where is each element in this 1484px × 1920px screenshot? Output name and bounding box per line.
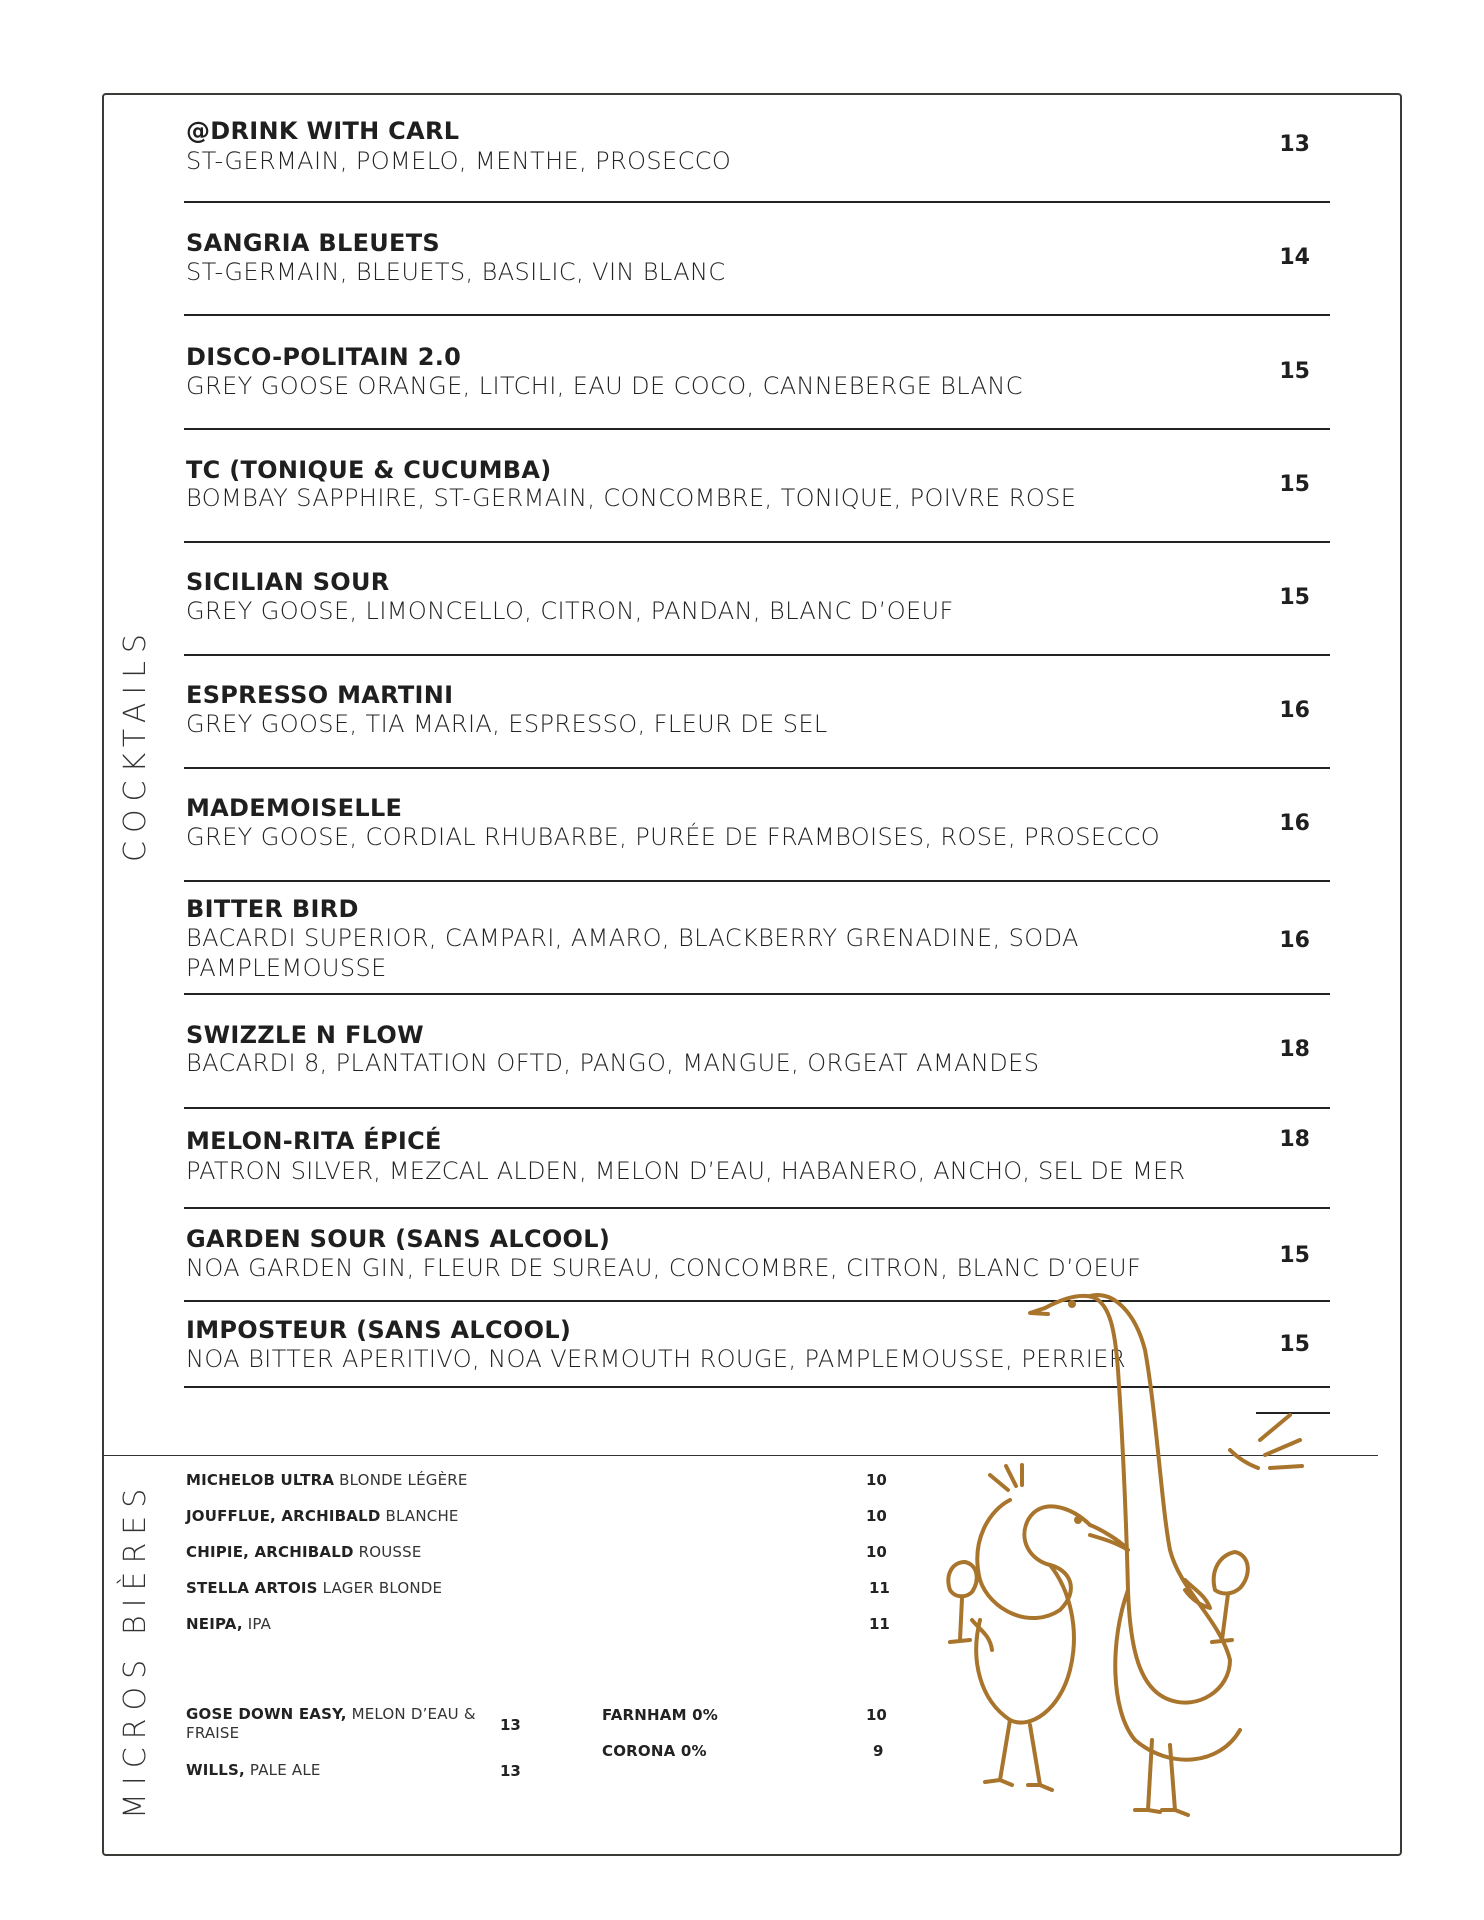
cocktail-price: 16: [1279, 811, 1310, 836]
cocktail-ingredients: BOMBAY SAPPHIRE, ST-GERMAIN, CONCOMBRE, TONIQUE, POIVRE ROSE: [186, 484, 1077, 512]
section-label-cocktails: COCKTAILS: [118, 626, 153, 862]
cocktail-row: [184, 316, 1330, 430]
cocktail-row: [184, 769, 1330, 882]
beer-price: 11: [869, 1615, 890, 1633]
cocktail-name: ESPRESSO MARTINI: [186, 681, 454, 709]
cocktail-ingredients: BACARDI 8, PLANTATION OFTD, PANGO, MANGUE, ORGEAT AMANDES: [186, 1049, 1040, 1077]
beer-name: CHIPIE, ARCHIBALD: [186, 1543, 354, 1561]
beer-name: JOUFFLUE, ARCHIBALD: [186, 1507, 381, 1525]
cocktail-ingredients: NOA GARDEN GIN, FLEUR DE SUREAU, CONCOMBRE, CITRON, BLANC D’OEUF: [186, 1254, 1142, 1282]
cocktail-ingredients: PATRON SILVER, MEZCAL ALDEN, MELON D’EAU, HABANERO, ANCHO, SEL DE MER: [186, 1157, 1186, 1185]
beer-style: IPA: [247, 1615, 272, 1633]
cocktail-name: MELON-RITA ÉPICÉ: [186, 1127, 442, 1155]
beer-price: 10: [866, 1471, 887, 1489]
na-beer-name: CORONA 0%: [602, 1742, 707, 1760]
beer-item: [186, 1579, 442, 1597]
cocktail-name: TC (TONIQUE & CUCUMBA): [186, 456, 552, 484]
cocktail-name: SANGRIA BLEUETS: [186, 229, 441, 257]
cocktail-ingredients: NOA BITTER APERITIVO, NOA VERMOUTH ROUGE, PAMPLEMOUSSE, PERRIER: [186, 1345, 1126, 1373]
beer-style: ROUSSE: [358, 1543, 422, 1561]
beer-price: 10: [866, 1543, 887, 1561]
beer-style: LAGER BLONDE: [322, 1579, 443, 1597]
na-beer-name: FARNHAM 0%: [602, 1706, 719, 1724]
cocktail-row: [184, 115, 1330, 203]
micro-style-line2: FRAISE: [186, 1724, 240, 1742]
cocktail-ingredients: GREY GOOSE, CORDIAL RHUBARBE, PURÉE DE FRAMBOISES, ROSE, PROSECCO: [186, 823, 1161, 851]
micro-name: GOSE DOWN EASY,: [186, 1705, 347, 1723]
cocktail-row: [184, 882, 1330, 995]
cocktail-price: 15: [1279, 1243, 1310, 1268]
section-label-micros: MICROS: [118, 1651, 153, 1819]
cocktail-price: 15: [1279, 1332, 1310, 1357]
cocktail-price: 15: [1279, 472, 1310, 497]
cocktail-name: @DRINK WITH CARL: [186, 117, 460, 145]
cocktail-ingredients: BACARDI SUPERIOR, CAMPARI, AMARO, BLACKBERRY GRENADINE, SODA PAMPLEMOUSSE: [186, 924, 1079, 982]
micro-style: PALE ALE: [249, 1761, 321, 1779]
cocktail-row: [184, 995, 1330, 1109]
geese-with-wine-glasses-icon: [930, 1290, 1360, 1835]
cocktail-row: [184, 543, 1330, 656]
micro-name: WILLS,: [186, 1761, 245, 1779]
beer-price: 10: [866, 1507, 887, 1525]
cocktail-ingredients: GREY GOOSE ORANGE, LITCHI, EAU DE COCO, CANNEBERGE BLANC: [186, 372, 1023, 400]
cocktail-row: [184, 1209, 1330, 1302]
cocktail-name: BITTER BIRD: [186, 895, 359, 923]
micro-style: MELON D’EAU &: [351, 1705, 476, 1723]
cocktail-ingredients: GREY GOOSE, LIMONCELLO, CITRON, PANDAN, BLANC D’OEUF: [186, 597, 954, 625]
cocktail-price: 18: [1279, 1127, 1310, 1152]
beer-style: BLONDE LÉGÈRE: [339, 1471, 468, 1489]
cocktail-price: 15: [1279, 359, 1310, 384]
micro-price: 13: [500, 1716, 521, 1734]
na-beer-price: 10: [866, 1706, 887, 1724]
cocktail-name: IMPOSTEUR (SANS ALCOOL): [186, 1316, 572, 1344]
cocktail-name: MADEMOISELLE: [186, 794, 403, 822]
cocktail-name: GARDEN SOUR (SANS ALCOOL): [186, 1225, 611, 1253]
beer-name: NEIPA,: [186, 1615, 243, 1633]
beer-item: [186, 1543, 422, 1561]
cocktail-price: 18: [1279, 1037, 1310, 1062]
micro-item: [186, 1761, 321, 1779]
cocktail-ingredients: GREY GOOSE, TIA MARIA, ESPRESSO, FLEUR DE SEL: [186, 710, 828, 738]
beer-style: BLANCHE: [385, 1507, 459, 1525]
cocktail-ingredients: ST-GERMAIN, POMELO, MENTHE, PROSECCO: [186, 147, 732, 175]
cocktail-name: DISCO-POLITAIN 2.0: [186, 343, 462, 371]
beer-item: [186, 1507, 459, 1525]
beer-price: 11: [869, 1579, 890, 1597]
cocktail-name: SICILIAN SOUR: [186, 568, 390, 596]
beer-name: STELLA ARTOIS: [186, 1579, 318, 1597]
cocktail-name: SWIZZLE N FLOW: [186, 1021, 424, 1049]
beer-item: [186, 1471, 468, 1489]
na-beer-item: [602, 1706, 718, 1724]
cocktail-row: [184, 203, 1330, 316]
micro-item: [186, 1705, 476, 1743]
na-beer-price: 9: [873, 1742, 884, 1760]
cocktail-price: 14: [1279, 245, 1310, 270]
na-beer-item: [602, 1742, 707, 1760]
section-label-bieres: BIÈRES: [118, 1480, 153, 1635]
cocktail-price: 15: [1279, 585, 1310, 610]
beer-name: MICHELOB ULTRA: [186, 1471, 335, 1489]
cocktail-row: [184, 430, 1330, 543]
micro-price: 13: [500, 1762, 521, 1780]
cocktail-price: 16: [1279, 698, 1310, 723]
cocktail-ingredients: ST-GERMAIN, BLEUETS, BASILIC, VIN BLANC: [186, 258, 726, 286]
cocktail-row: [184, 1109, 1330, 1209]
beer-item: [186, 1615, 271, 1633]
cocktail-row: [184, 656, 1330, 769]
cocktail-price: 16: [1279, 928, 1310, 953]
cocktail-price: 13: [1279, 132, 1310, 157]
